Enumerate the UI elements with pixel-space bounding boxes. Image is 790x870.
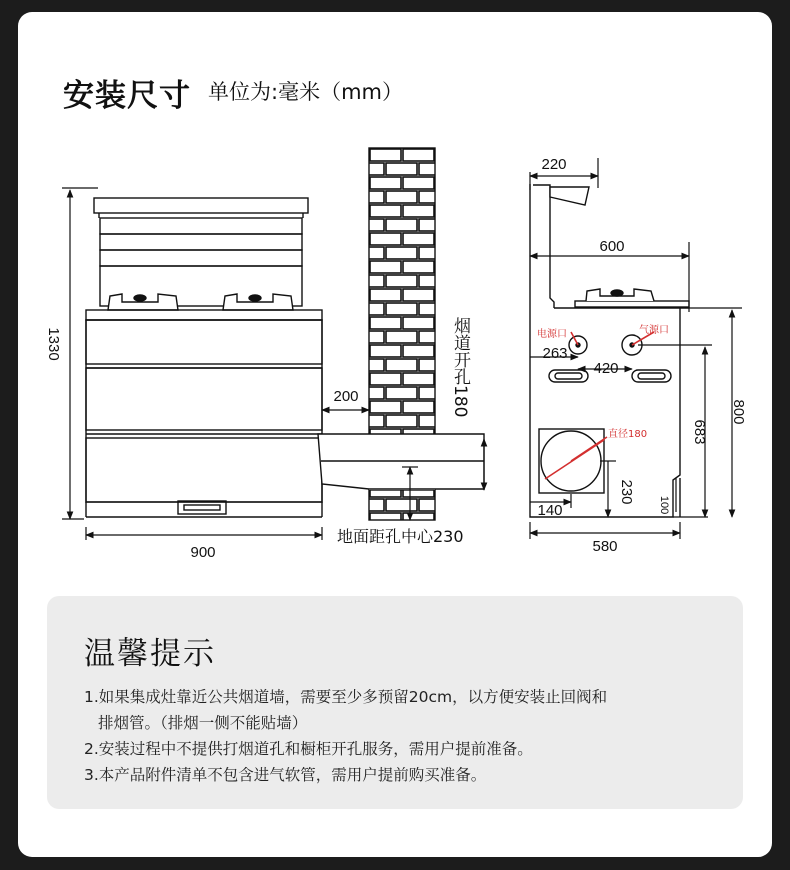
counter-height-label: 683 bbox=[691, 419, 708, 445]
total-height-label: 800 bbox=[730, 399, 747, 425]
depth-600-label: 600 bbox=[599, 238, 625, 255]
tip-item: 1.如果集成灶靠近公共烟道墙，需要至少多预留20cm，以方便安装止回阀和 bbox=[84, 688, 608, 706]
gas-inlet-label: 气源口 bbox=[639, 325, 669, 336]
front-view bbox=[86, 198, 322, 517]
top-depth-label: 220 bbox=[541, 156, 567, 173]
installation-diagram bbox=[18, 12, 772, 592]
product-card bbox=[18, 12, 772, 857]
base-depth-label: 580 bbox=[592, 538, 618, 555]
power-offset-label: 263 bbox=[542, 345, 568, 362]
hole-height-label: 230 bbox=[618, 479, 635, 505]
tips-list bbox=[84, 684, 724, 788]
page-title: 安装尺寸 bbox=[63, 78, 191, 114]
exhaust-duct bbox=[318, 434, 484, 489]
front-height-label: 1330 bbox=[45, 327, 62, 361]
flue-hole-label: 烟道开孔180 bbox=[450, 317, 470, 418]
front-width-label: 900 bbox=[190, 544, 216, 561]
power-inlet-label: 电源口 bbox=[537, 329, 567, 340]
unit-label: 单位为:毫米（mm） bbox=[208, 80, 403, 104]
inlet-spacing-label: 420 bbox=[593, 360, 619, 377]
tips-title: 温馨提示 bbox=[84, 636, 216, 672]
wall-gap-label: 200 bbox=[333, 388, 359, 405]
tip-item: 3.本产品附件清单不包含进气软管，需用户提前购买准备。 bbox=[84, 766, 487, 784]
tip-item: 2.安装过程中不提供打烟道孔和橱柜开孔服务，需用户提前准备。 bbox=[84, 740, 533, 758]
floor-to-hole-label: 地面距孔中心230 bbox=[337, 527, 464, 546]
foot-label: 100 bbox=[658, 495, 670, 515]
hole-offset-label: 140 bbox=[537, 502, 563, 519]
tip-item: 排烟管。（排烟一侧不能贴墙） bbox=[98, 714, 308, 732]
tips-panel bbox=[47, 596, 743, 809]
diameter-label: 直径180 bbox=[608, 429, 648, 440]
